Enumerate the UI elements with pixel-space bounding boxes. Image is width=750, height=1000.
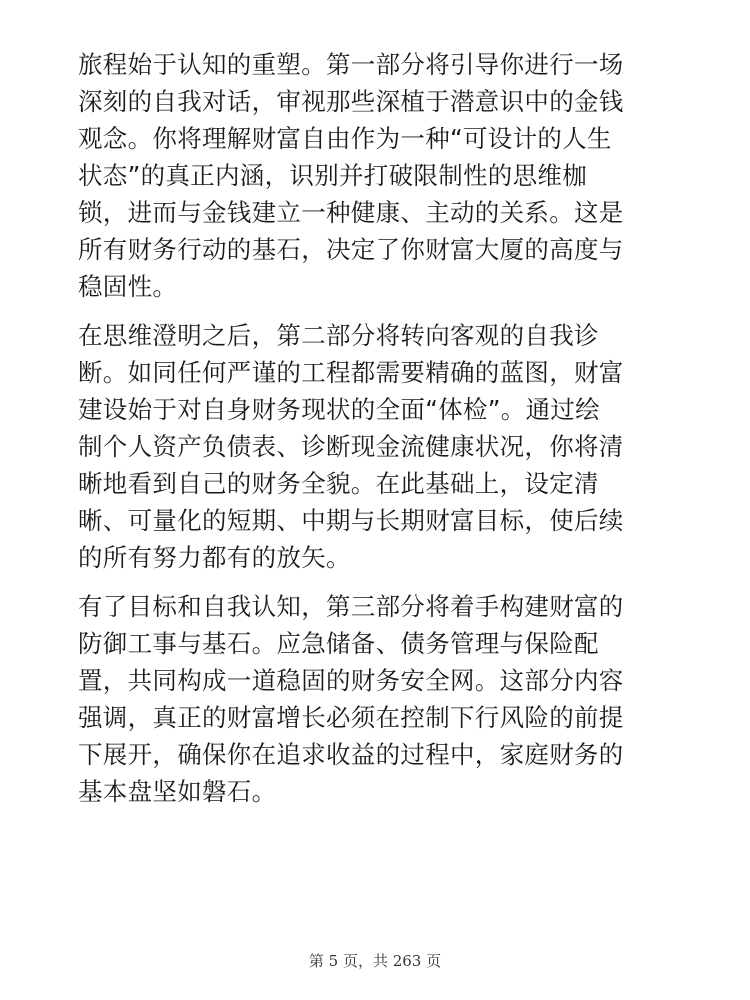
text-line: 制个人资产负债表、诊断现金流健康状况，你将清 [78,432,624,461]
text-line: 深刻的自我对话，审视那些深植于潜意识中的金钱 [78,87,624,116]
text-line: 所有财务行动的基石，决定了你财富大厦的高度与 [78,235,624,264]
text-line: 有了目标和自我认知，第三部分将着手构建财富的 [78,592,624,621]
paragraph-1 [78,46,672,305]
paragraph-2 [78,317,672,576]
text-line: 建设始于对自身财务现状的全面“体检”。通过绘 [78,395,600,424]
text-line: 的所有努力都有的放矢。 [78,543,351,572]
text-line: 断。如同任何严谨的工程都需要精确的蓝图，财富 [78,358,624,387]
text-line: 稳固性。 [78,272,178,301]
paragraph-3 [78,588,672,810]
text-line: 在思维澄明之后，第二部分将转向客观的自我诊 [78,321,599,350]
text-line: 锁，进而与金钱建立一种健康、主动的关系。这是 [78,198,624,227]
text-line: 基本盘坚如磐石。 [78,777,277,806]
page-number-footer: 第 5 页，共 263 页 [308,952,442,970]
text-line: 下展开，确保你在追求收益的过程中，家庭财务的 [78,740,624,769]
text-line: 旅程始于认知的重塑。第一部分将引导你进行一场 [78,50,624,79]
text-line: 晰地看到自己的财务全貌。在此基础上，设定清 [78,469,599,498]
text-line: 晰、可量化的短期、中期与长期财富目标，使后续 [78,506,624,535]
text-line: 观念。你将理解财富自由作为一种“可设计的人生 [78,124,612,153]
text-line: 强调，真正的财富增长必须在控制下行风险的前提 [78,703,624,732]
text-line: 状态”的真正内涵，识别并打破限制性的思维枷 [78,161,587,190]
text-line: 置，共同构成一道稳固的财务安全网。这部分内容 [78,666,624,695]
text-line: 防御工事与基石。应急储备、债务管理与保险配 [78,629,599,658]
